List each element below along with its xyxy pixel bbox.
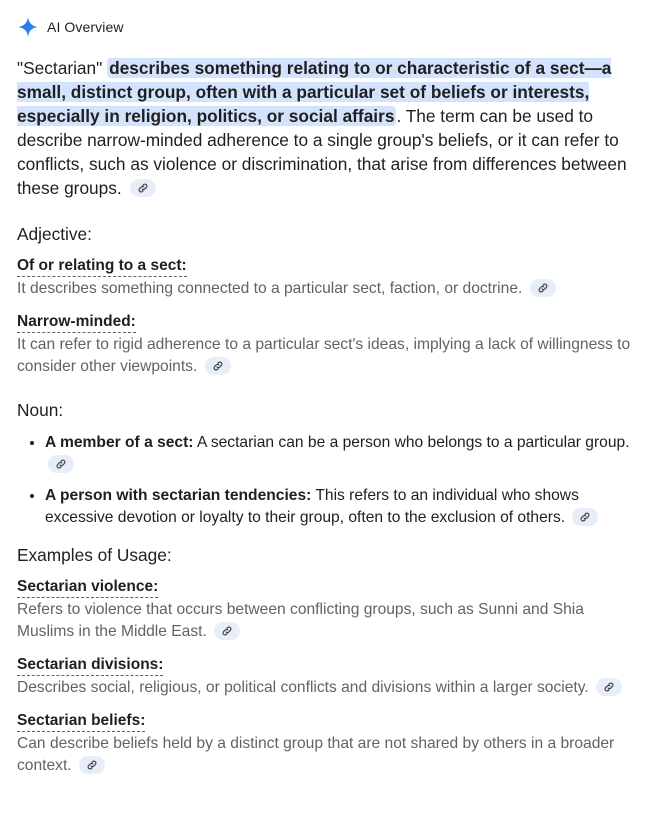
- link-icon: [212, 360, 224, 372]
- intro-paragraph: [17, 56, 642, 200]
- definition-term[interactable]: Of or relating to a sect:: [17, 256, 187, 277]
- link-icon: [221, 625, 233, 637]
- definition-term[interactable]: Narrow-minded:: [17, 312, 136, 333]
- definition-item: [17, 577, 642, 643]
- list-item-text: A sectarian can be a person who belongs to a particular group.: [193, 434, 630, 451]
- definition-term[interactable]: Sectarian violence:: [17, 577, 158, 598]
- definition-item: [17, 711, 642, 777]
- source-link-button[interactable]: [205, 357, 231, 375]
- source-link-button[interactable]: [596, 678, 622, 696]
- sparkle-icon: [17, 16, 39, 38]
- list-item-term: A member of a sect:: [45, 434, 194, 451]
- list-item-term: A person with sectarian tendencies:: [45, 487, 312, 504]
- source-link-button[interactable]: [572, 508, 598, 526]
- definition-term[interactable]: Sectarian beliefs:: [17, 711, 145, 732]
- noun-heading: Noun:: [17, 400, 64, 420]
- intro-highlight[interactable]: describes something relating to or characteristic of a sect—a small, distinct group, often with a particular set of beliefs or interests, especially in religion, politics, or social affairs: [17, 58, 612, 126]
- adjective-heading: Adjective:: [17, 224, 92, 244]
- definition-description: [17, 334, 642, 378]
- definition-item: [17, 312, 642, 378]
- link-icon: [86, 759, 98, 771]
- definition-description: [17, 677, 642, 699]
- link-icon: [55, 458, 67, 470]
- definition-text: Describes social, religious, or political conflicts and divisions within a larger society.: [17, 679, 589, 696]
- definition-term[interactable]: Sectarian divisions:: [17, 655, 163, 676]
- ai-overview-title: AI Overview: [47, 19, 124, 35]
- intro-rest: . The term can be used to describe narrow-minded adherence to a single group's beliefs, or it can refer to conflicts, such as violence or discrimination, that arise from differences between these groups.: [17, 106, 627, 198]
- source-link-button[interactable]: [130, 179, 156, 197]
- source-link-button[interactable]: [214, 622, 240, 640]
- definition-text: Refers to violence that occurs between conflicting groups, such as Sunni and Shia Muslims in the Middle East.: [17, 601, 584, 640]
- examples-heading: Examples of Usage:: [17, 545, 172, 565]
- list-item-text: This refers to an individual who shows excessive devotion or loyalty to their group, often to the exclusion of others.: [45, 487, 579, 526]
- definition-description: [17, 733, 642, 777]
- list-item: [45, 485, 642, 529]
- link-icon: [537, 282, 549, 294]
- ai-overview-header: [17, 12, 642, 42]
- definition-description: [17, 599, 642, 643]
- definition-text: It describes something connected to a particular sect, faction, or doctrine.: [17, 280, 523, 297]
- source-link-button[interactable]: [530, 279, 556, 297]
- definition-item: [17, 655, 642, 699]
- definition-text: Can describe beliefs held by a distinct group that are not shared by others in a broader context.: [17, 735, 615, 774]
- definition-description: [17, 278, 642, 300]
- definition-text: It can refer to rigid adherence to a particular sect's ideas, implying a lack of willingness to consider other viewpoints.: [17, 336, 631, 375]
- source-link-button[interactable]: [48, 455, 74, 473]
- noun-list: [17, 432, 642, 529]
- list-item: [45, 432, 642, 476]
- source-link-button[interactable]: [79, 756, 105, 774]
- link-icon: [579, 511, 591, 523]
- link-icon: [603, 681, 615, 693]
- definition-item: [17, 256, 642, 300]
- intro-lead: "Sectarian": [17, 58, 108, 78]
- link-icon: [137, 182, 149, 194]
